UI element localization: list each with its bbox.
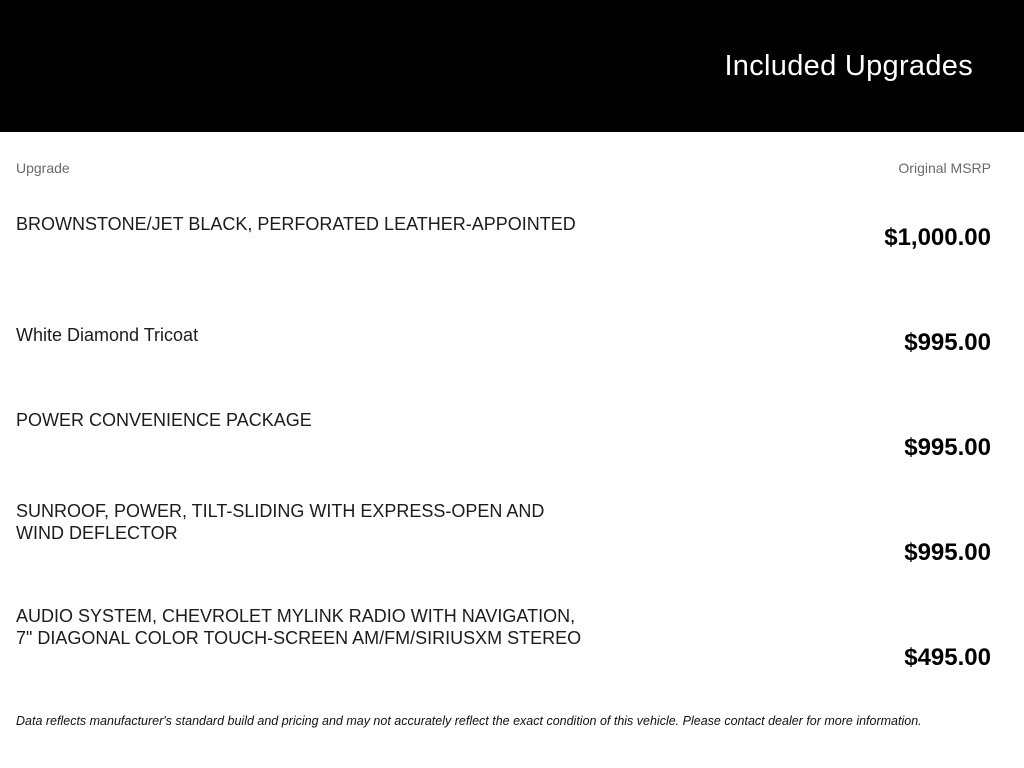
upgrade-name: POWER CONVENIENCE PACKAGE <box>16 410 312 430</box>
table-body <box>16 185 991 710</box>
upgrade-name: AUDIO SYSTEM, CHEVROLET MYLINK RADIO WITH NAVIGATION, 7" DIAGONAL COLOR TOUCH-SCREEN AM/FM/SIRIUSXM STEREO <box>16 606 582 648</box>
upgrade-price: $995.00 <box>904 433 991 461</box>
upgrade-row <box>16 185 991 290</box>
page-title: Included Upgrades <box>724 49 973 82</box>
upgrade-name: SUNROOF, POWER, TILT-SLIDING WITH EXPRESS-OPEN AND WIND DEFLECTOR <box>16 501 545 543</box>
upgrade-row <box>16 395 991 500</box>
upgrade-row <box>16 605 991 710</box>
upgrade-price: $495.00 <box>904 643 991 671</box>
column-header-msrp: Original MSRP <box>898 160 991 176</box>
header-band <box>0 0 1024 132</box>
table-header-row <box>16 158 991 178</box>
upgrades-table <box>0 158 1024 730</box>
upgrade-price: $995.00 <box>904 538 991 566</box>
upgrade-row <box>16 500 991 605</box>
upgrade-name: BROWNSTONE/JET BLACK, PERFORATED LEATHER-APPOINTED <box>16 214 576 234</box>
upgrade-price: $1,000.00 <box>884 223 991 251</box>
upgrade-name: White Diamond Tricoat <box>16 325 199 345</box>
upgrade-price: $995.00 <box>904 328 991 356</box>
upgrade-row <box>16 290 991 395</box>
column-header-upgrade: Upgrade <box>16 160 70 176</box>
disclaimer-text: Data reflects manufacturer's standard build and pricing and may not accurately reflect the exact condition of this vehicle. Please contact dealer for more information. <box>16 714 922 728</box>
